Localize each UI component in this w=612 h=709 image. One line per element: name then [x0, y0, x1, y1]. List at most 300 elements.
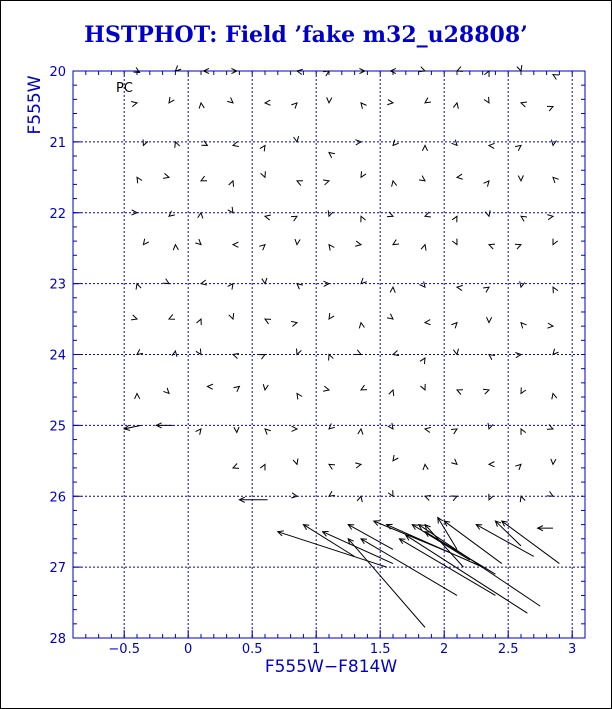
arrow-shaft	[419, 525, 541, 607]
y-axis-label: F555W	[25, 75, 45, 135]
arrow-marker	[329, 355, 334, 361]
arrow-head	[421, 245, 426, 251]
arrow-marker	[419, 525, 541, 607]
arrow-marker	[196, 429, 201, 435]
arrow-head	[261, 171, 266, 177]
arrow-head	[425, 320, 431, 325]
arrow-marker	[425, 98, 431, 103]
arrow-head	[393, 140, 399, 146]
arrow-marker	[489, 355, 495, 360]
arrow-head	[291, 216, 297, 221]
arrow-marker	[553, 349, 559, 355]
arrow-head	[457, 174, 463, 179]
arrow-head	[329, 313, 334, 319]
arrow-marker	[438, 518, 457, 550]
y-tick-label: 27	[49, 561, 66, 577]
arrow-marker	[228, 207, 233, 213]
arrow-head	[547, 215, 553, 220]
arrow-marker	[163, 388, 169, 394]
arrow-marker	[361, 216, 366, 222]
arrow-shaft	[348, 539, 425, 628]
arrow-marker	[451, 429, 457, 434]
arrow-marker	[229, 181, 234, 187]
arrow-head	[263, 384, 268, 390]
arrow-head	[521, 387, 526, 393]
arrow-head	[198, 213, 203, 219]
arrow-head	[412, 525, 418, 530]
arrow-head	[517, 65, 522, 71]
arrow-marker	[453, 349, 458, 355]
arrow-marker	[361, 103, 366, 109]
arrow-marker	[489, 462, 494, 467]
arrow-marker	[547, 106, 553, 111]
arrow-marker	[175, 65, 181, 71]
arrow-marker	[135, 393, 140, 398]
arrow-head	[419, 176, 425, 181]
arrow-marker	[297, 284, 303, 290]
arrow-head	[521, 216, 527, 221]
arrow-head	[452, 239, 457, 245]
arrow-marker	[329, 245, 334, 251]
arrow-head	[553, 287, 558, 293]
arrow-marker	[515, 353, 521, 358]
arrow-head	[292, 426, 297, 431]
arrow-marker	[451, 323, 457, 329]
arrow-head	[553, 75, 559, 80]
arrow-head	[453, 103, 458, 109]
arrow-head	[361, 171, 366, 177]
arrow-head	[297, 393, 302, 399]
arrow-head	[457, 390, 463, 395]
arrow-head	[131, 315, 137, 320]
arrow-head	[228, 207, 233, 213]
arrow-head	[515, 145, 521, 150]
arrow-head	[207, 384, 213, 389]
arrow-marker	[234, 427, 239, 433]
arrow-marker	[393, 240, 399, 245]
arrow-marker	[425, 320, 431, 325]
arrow-head	[422, 145, 427, 150]
arrow-marker	[201, 280, 207, 285]
arrow-marker	[297, 69, 303, 74]
arrow-marker	[361, 385, 367, 390]
x-tick-label: 3	[568, 642, 577, 657]
arrow-head	[553, 349, 559, 355]
arrow-shaft	[348, 525, 393, 550]
arrow-head	[515, 353, 521, 358]
arrow-marker	[489, 494, 494, 500]
arrow-head	[420, 358, 425, 364]
arrow-head	[553, 239, 558, 245]
arrow-marker	[323, 180, 329, 185]
arrow-marker	[328, 210, 333, 216]
arrow-marker	[520, 496, 525, 502]
arrow-marker	[195, 239, 201, 245]
arrow-marker	[521, 216, 527, 221]
arrow-marker	[392, 181, 397, 187]
arrow-marker	[207, 384, 213, 389]
arrow-head	[173, 245, 178, 251]
arrow-marker	[390, 287, 395, 293]
arrow-head	[551, 459, 556, 465]
arrow-marker	[420, 281, 425, 287]
arrow-marker	[521, 387, 526, 393]
arrow-marker	[234, 386, 240, 391]
arrow-marker	[486, 317, 491, 322]
arrow-marker	[538, 526, 553, 531]
arrow-marker	[329, 313, 334, 319]
arrow-head	[484, 71, 489, 77]
arrow-marker	[233, 242, 238, 247]
arrow-head	[551, 140, 556, 146]
arrow-head	[291, 493, 297, 498]
arrow-head	[293, 458, 298, 464]
arrow-marker	[553, 287, 558, 293]
arrow-marker	[228, 284, 233, 290]
arrow-head	[233, 242, 238, 247]
arrow-head	[451, 323, 457, 329]
arrow-marker	[201, 141, 207, 146]
y-tick-label: 26	[49, 490, 66, 506]
arrow-head	[484, 181, 489, 187]
arrow-head	[355, 241, 361, 246]
arrow-marker	[553, 75, 559, 80]
arrow-marker	[553, 239, 558, 245]
x-tick-label: −0.5	[108, 642, 140, 657]
arrow-marker	[323, 386, 329, 391]
y-tick-label: 24	[49, 348, 66, 364]
arrow-marker	[169, 314, 175, 319]
arrow-marker	[297, 181, 303, 186]
arrow-markers	[124, 65, 559, 627]
arrow-head	[489, 494, 494, 500]
arrow-head	[143, 139, 148, 145]
arrow-head	[520, 281, 525, 287]
arrow-marker	[227, 97, 233, 102]
arrow-head	[489, 244, 495, 249]
arrow-head	[201, 280, 207, 285]
arrow-shaft	[374, 521, 451, 553]
arrow-marker	[260, 464, 265, 470]
arrow-head	[297, 181, 303, 186]
arrow-marker	[265, 215, 271, 220]
arrow-head	[387, 100, 393, 105]
arrow-marker	[517, 65, 522, 71]
arrow-marker	[327, 97, 332, 103]
arrow-marker	[551, 459, 556, 465]
arrow-head	[388, 423, 393, 429]
arrow-head	[196, 349, 201, 355]
x-tick-label: 2	[440, 642, 449, 657]
arrow-head	[329, 245, 334, 251]
arrow-marker	[348, 539, 425, 628]
arrow-head	[388, 490, 393, 496]
x-tick-label: 0.5	[241, 642, 263, 657]
arrow-head	[552, 393, 557, 399]
arrow-head	[295, 239, 300, 245]
arrow-marker	[515, 464, 521, 470]
arrow-head	[521, 323, 527, 329]
arrow-marker	[265, 319, 271, 324]
arrow-head	[359, 323, 364, 329]
arrow-head	[260, 145, 265, 151]
arrow-marker	[422, 145, 427, 150]
arrow-marker	[259, 355, 265, 360]
arrow-head	[163, 279, 169, 284]
arrow-marker	[419, 176, 425, 181]
arrow-head	[201, 141, 207, 146]
arrow-head	[163, 173, 169, 178]
arrow-marker	[388, 423, 393, 429]
arrow-head	[265, 319, 271, 324]
arrow-marker	[489, 244, 495, 249]
arrow-head	[297, 284, 303, 290]
arrow-shaft	[438, 518, 457, 550]
arrow-head	[195, 239, 201, 245]
arrow-head	[329, 153, 335, 158]
arrow-marker	[547, 215, 553, 220]
arrow-marker	[387, 524, 483, 567]
arrow-head	[291, 103, 297, 109]
arrow-head	[323, 71, 329, 76]
arrow-shaft	[406, 535, 528, 613]
arrow-marker	[261, 171, 266, 177]
arrow-marker	[263, 384, 268, 390]
arrow-head	[329, 491, 335, 496]
arrow-head	[521, 102, 527, 107]
arrow-marker	[329, 153, 335, 158]
arrow-head	[296, 349, 301, 355]
arrow-head	[355, 350, 361, 355]
arrow-marker	[229, 313, 234, 319]
arrow-marker	[423, 464, 428, 470]
arrow-head	[457, 285, 463, 290]
arrow-marker	[260, 145, 265, 151]
arrow-head	[489, 355, 495, 360]
arrow-marker	[348, 525, 393, 550]
arrow-marker	[457, 285, 463, 290]
arrow-marker	[521, 429, 526, 435]
arrow-shaft	[476, 525, 534, 557]
arrow-head	[143, 239, 148, 245]
arrow-marker	[518, 175, 523, 180]
arrow-marker	[173, 245, 178, 251]
arrow-marker	[374, 521, 451, 553]
arrow-head	[425, 427, 431, 432]
arrow-head	[175, 65, 181, 71]
arrow-marker	[296, 349, 301, 355]
arrow-marker	[425, 427, 431, 432]
arrow-head	[423, 464, 428, 470]
arrow-marker	[169, 97, 174, 103]
arrow-marker	[292, 426, 297, 431]
arrow-marker	[329, 423, 335, 429]
arrow-marker	[547, 491, 553, 496]
arrow-marker	[361, 171, 366, 177]
x-axis-label: F555W−F814W	[264, 657, 398, 677]
arrow-marker	[131, 315, 137, 320]
arrow-head	[196, 429, 201, 435]
arrow-marker	[502, 521, 560, 564]
arrow-head	[361, 278, 367, 284]
arrow-head	[329, 423, 335, 429]
arrow-marker	[137, 349, 143, 354]
arrow-head	[135, 393, 140, 398]
arrow-marker	[515, 145, 521, 150]
arrow-head	[229, 181, 234, 187]
arrow-head	[425, 98, 431, 103]
arrow-marker	[137, 177, 142, 183]
arrow-head	[521, 429, 526, 435]
arrow-head	[452, 216, 457, 222]
arrow-marker	[389, 390, 394, 396]
arrow-head	[323, 180, 329, 185]
arrow-marker	[451, 140, 457, 146]
x-tick-label: 2.5	[497, 642, 519, 657]
arrow-marker	[388, 490, 393, 496]
arrow-head	[234, 386, 240, 391]
arrow-shaft	[502, 521, 560, 564]
arrow-marker	[201, 176, 207, 181]
arrow-head	[451, 140, 457, 146]
arrow-head	[393, 240, 399, 245]
arrow-head	[451, 429, 457, 434]
arrow-head	[327, 97, 332, 103]
arrow-marker	[387, 314, 393, 319]
arrow-head	[390, 287, 395, 293]
arrow-head	[515, 244, 521, 249]
arrow-head	[420, 384, 425, 390]
arrow-head	[328, 210, 333, 216]
arrow-marker	[196, 319, 201, 325]
arrow-marker	[291, 103, 297, 109]
arrow-marker	[291, 493, 297, 498]
arrow-head	[483, 287, 489, 292]
arrow-head	[260, 464, 265, 470]
arrow-marker	[196, 349, 201, 355]
arrow-marker	[452, 216, 457, 222]
arrow-shaft	[303, 525, 354, 557]
y-tick-label: 23	[49, 277, 66, 293]
arrow-marker	[483, 389, 489, 394]
arrow-marker	[199, 103, 204, 109]
arrow-head	[520, 496, 525, 502]
arrow-marker	[484, 181, 489, 187]
arrow-marker	[175, 142, 180, 148]
arrow-head	[172, 351, 177, 357]
tick-labels	[49, 65, 576, 657]
arrow-head	[291, 321, 297, 326]
arrow-marker	[262, 278, 267, 284]
arrow-head	[294, 136, 299, 142]
arrow-marker	[552, 393, 557, 399]
arrow-marker	[355, 350, 361, 355]
arrow-head	[489, 462, 494, 467]
arrow-marker	[489, 143, 495, 148]
arrow-head	[265, 429, 271, 435]
arrow-marker	[551, 140, 556, 146]
arrow-head	[228, 284, 233, 290]
x-tick-label: 0	[184, 642, 193, 657]
arrow-head	[518, 175, 523, 180]
arrow-marker	[291, 321, 297, 326]
arrow-marker	[451, 459, 457, 465]
arrow-head	[547, 491, 553, 496]
arrow-head	[169, 314, 175, 319]
arrow-head	[358, 429, 363, 435]
arrow-marker	[329, 464, 335, 469]
arrow-head	[303, 525, 309, 530]
arrow-head	[515, 464, 521, 470]
arrow-marker	[457, 390, 463, 395]
arrow-head	[392, 181, 397, 187]
arrow-marker	[323, 532, 393, 564]
y-tick-label: 22	[49, 206, 66, 222]
arrow-marker	[163, 279, 169, 284]
arrow-head	[227, 97, 233, 102]
arrow-marker	[329, 491, 335, 496]
arrow-head	[131, 102, 137, 107]
arrow-marker	[295, 239, 300, 245]
arrow-marker	[406, 535, 528, 613]
arrow-head	[169, 97, 174, 103]
arrow-head	[389, 390, 394, 396]
arrow-marker	[303, 525, 354, 557]
arrow-head	[484, 97, 489, 103]
arrow-marker	[553, 177, 559, 183]
arrow-marker	[239, 497, 267, 502]
arrow-head	[136, 284, 141, 290]
arrow-marker	[393, 140, 399, 146]
arrow-marker	[172, 351, 177, 357]
arrow-head	[420, 281, 425, 287]
arrow-head	[357, 496, 362, 502]
arrow-head	[169, 211, 175, 216]
arrow-marker	[488, 423, 493, 429]
arrow-marker	[124, 425, 141, 430]
arrow-head	[297, 69, 303, 74]
chart-title: HSTPHOT: Field ’fake m32_u28808’	[84, 22, 528, 48]
panel-label: PC	[116, 81, 133, 96]
x-tick-label: 1.5	[369, 642, 391, 657]
arrow-head	[547, 323, 553, 328]
arrow-head	[229, 313, 234, 319]
arrow-head	[259, 245, 265, 251]
arrow-marker	[131, 102, 137, 107]
arrow-marker	[297, 393, 302, 399]
arrow-head	[329, 355, 334, 361]
arrow-marker	[453, 103, 458, 109]
arrow-marker	[457, 174, 463, 179]
arrow-marker	[484, 97, 489, 103]
arrow-marker	[265, 429, 271, 435]
arrow-marker	[361, 278, 367, 284]
arrow-marker	[355, 241, 361, 246]
arrow-marker	[521, 102, 527, 107]
arrow-marker	[265, 100, 271, 105]
arrow-head	[485, 210, 490, 216]
arrow-marker	[420, 384, 425, 390]
arrow-head	[355, 463, 361, 468]
arrow-marker	[136, 284, 141, 290]
x-tick-label: 1	[312, 642, 321, 657]
arrow-head	[361, 385, 367, 390]
arrow-marker	[259, 245, 265, 251]
arrow-marker	[357, 496, 362, 502]
arrow-head	[262, 278, 267, 284]
arrow-head	[201, 176, 207, 181]
arrow-marker	[547, 425, 553, 430]
